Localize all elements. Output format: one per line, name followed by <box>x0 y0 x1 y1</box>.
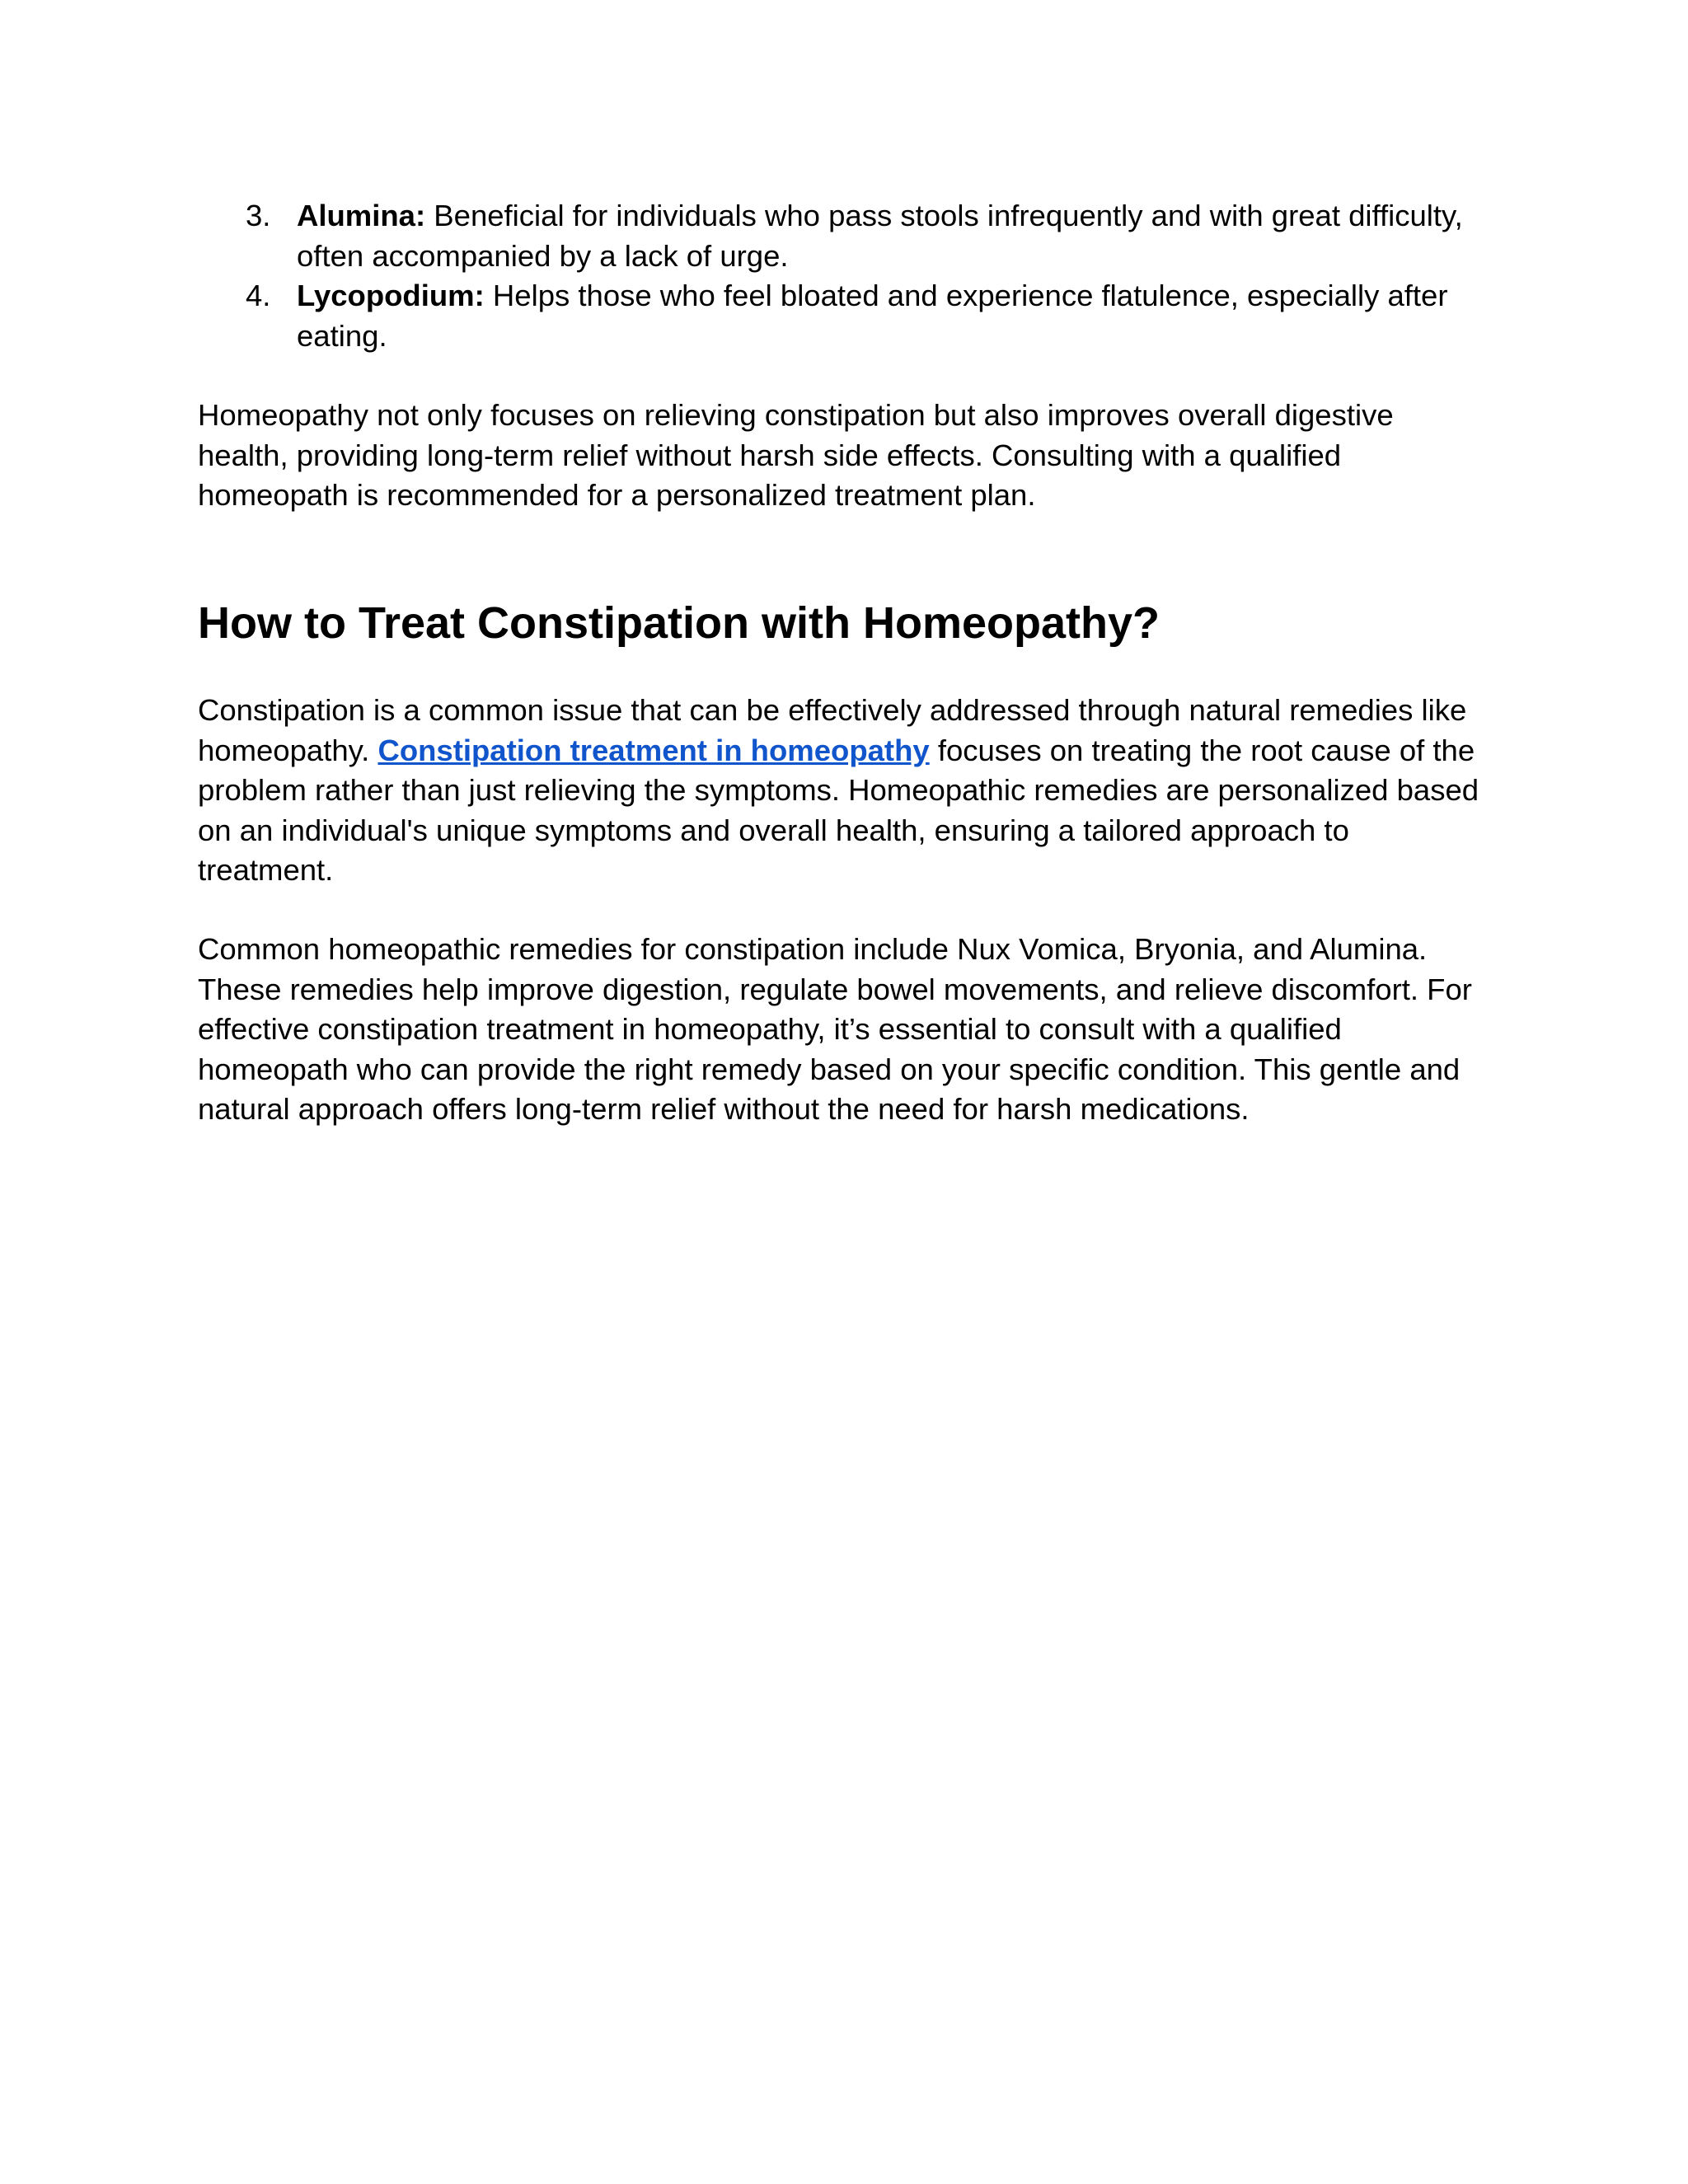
section-heading: How to Treat Constipation with Homeopathy? <box>198 598 1160 648</box>
list-item-number: 3. <box>246 199 271 232</box>
list-item-text: Beneficial for individuals who pass stools infrequently and with great difficulty, often accompanied by a lack of urge. <box>297 199 1463 273</box>
paragraph-text: Constipation is a common issue that can be effectively addressed through natural remedies like homeopathy. <box>198 693 1467 767</box>
list-item-number: 4. <box>246 279 271 312</box>
paragraph-text: focuses on treating the root cause of the problem rather than just relieving the symptoms. Homeopathic remedies are personalized based on an individual's unique symptoms and overall health, ensuring a tailored approach to treatment. <box>198 733 1479 887</box>
list-item-term: Lycopodium: <box>297 279 485 312</box>
list-item-text: Helps those who feel bloated and experience flatulence, especially after eating. <box>297 279 1448 353</box>
list-item <box>198 196 1492 276</box>
remedy-list <box>198 196 1492 356</box>
list-item <box>198 276 1492 356</box>
body-paragraph-1 <box>198 691 1492 891</box>
constipation-treatment-link[interactable]: Constipation treatment in homeopathy <box>377 733 930 767</box>
intro-paragraph: Homeopathy not only focuses on relieving constipation but also improves overall digestive health, providing long-term relief without harsh side effects. Consulting with a qualified homeopath is recommended for a personalized treatment plan. <box>198 398 1394 512</box>
body-paragraph-2: Common homeopathic remedies for constipation include Nux Vomica, Bryonia, and Alumina. These remedies help improve digestion, regulate bowel movements, and relieve discomfort. For effective constipation treatment in homeopathy, it’s essential to consult with a qualified homeopath who can provide the right remedy based on your specific condition. This gentle and natural approach offers long-term relief without the need for harsh medications. <box>198 932 1472 1126</box>
list-item-term: Alumina: <box>297 199 426 232</box>
